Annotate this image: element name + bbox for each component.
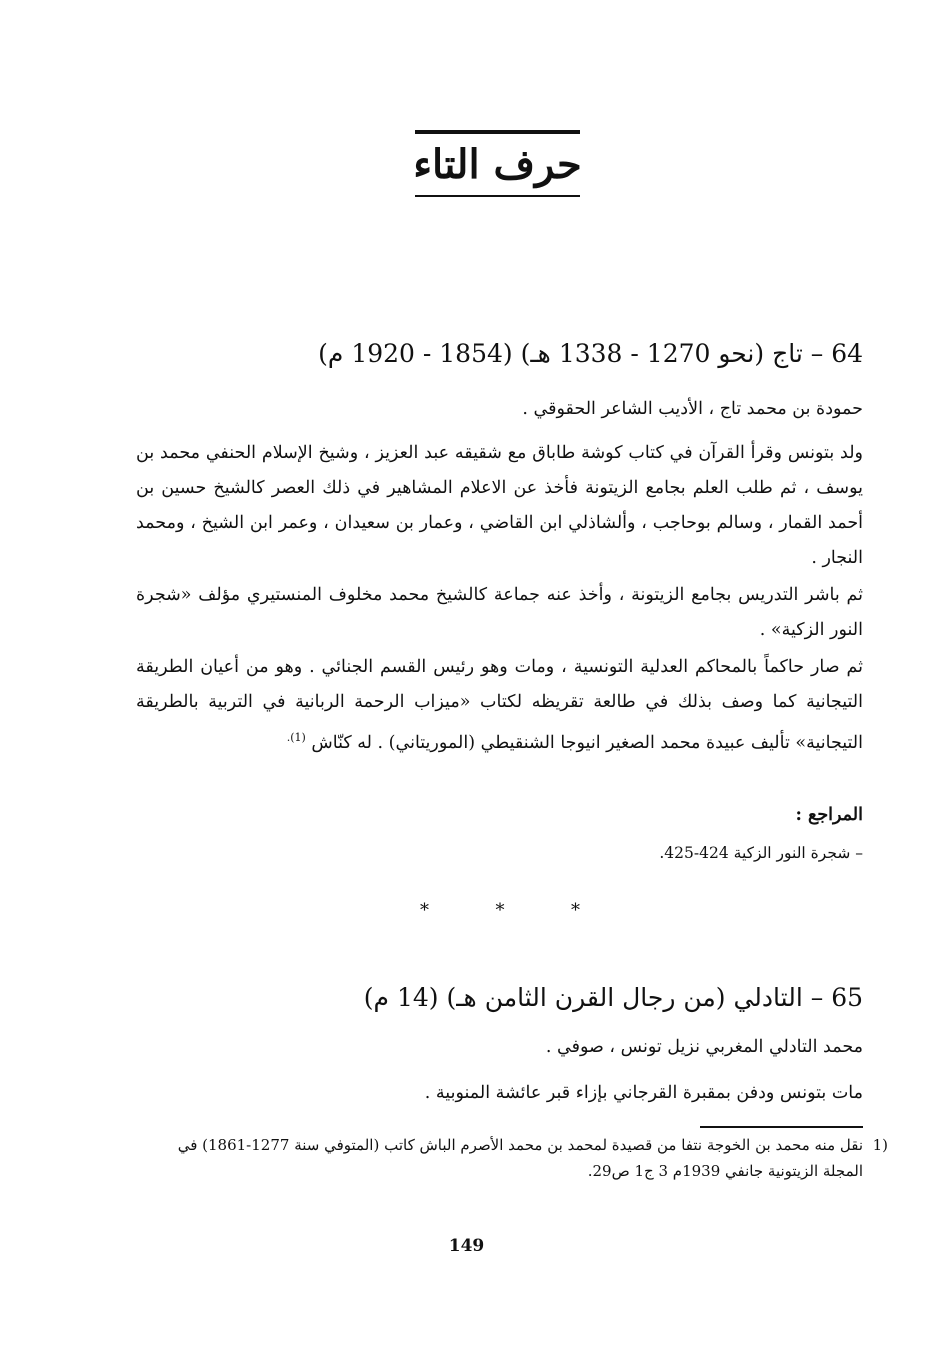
entry-64-paragraph-3-text: ثم صار حاكماً بالمحاكم العدلية التونسية ، ومات وهو رئيس القسم الجنائي . وهو من أعيان الطريقة التيجانية كما وصف بذلك في طالعة تقريظه لكتاب «ميزاب الرحمة الربانية في التربية بالطريقة التيجانية» تأليف عبيدة محمد الصغير انيوجا الشنقيطي (الموريتاني) . له كنّاش: [136, 657, 863, 753]
references-heading: المراجع :: [795, 805, 863, 825]
chapter-title: حرف التاء: [413, 141, 582, 188]
entry-65-title: 65 – التادلي (من رجال القرن الثامن هـ) (14 م): [363, 983, 863, 1012]
separator-star: *: [420, 900, 429, 921]
entry-64-title: 64 – تاج (نحو 1270 - 1338 هـ) (1854 - 1920 م): [318, 339, 863, 368]
separator-star: *: [571, 900, 580, 921]
title-rule-top: [415, 130, 580, 134]
page-number: 149: [448, 1236, 485, 1256]
entry-65-death-line: مات بتونس ودفن بمقبرة القرجاني بإزاء قبر عائشة المنوبية .: [424, 1083, 863, 1103]
footnote-marker: 1): [872, 1136, 888, 1154]
entry-64-paragraph-3: [136, 650, 863, 761]
section-separator: [420, 900, 580, 921]
footnote-reference: (1).: [286, 731, 306, 744]
footnote-text: نقل منه محمد بن الخوجة نتفا من قصيدة لمحمد بن محمد الأصرم الباش كاتب (المتوفي سنة 1277-1861) في المجلة الزيتونية جانفي 1939م 3 ج1 ص29.: [177, 1136, 863, 1180]
reference-item: – شجرة النور الزكية 424-425.: [659, 844, 863, 862]
separator-star: *: [495, 900, 505, 921]
entry-64-paragraph-1: ولد بتونس وقرأ القرآن في كتاب كوشة طاباق مع شقيقه عبد العزيز ، وشيخ الإسلام الحنفي محمد بن يوسف ، ثم طلب العلم بجامع الزيتونة فأخذ عن الاعلام المشاهير في ذلك العصر كالشيخ حسين بن أحمد القمار ، وسالم بوحاجب ، وألشاذلي ابن القاضي ، وعمار بن سعيدان ، وعمر ابن الشيخ ، ومحمد النجار .: [136, 443, 863, 568]
footnote: [136, 1132, 888, 1184]
entry-65-name-line: محمد التادلي المغربي نزيل تونس ، صوفي .: [545, 1037, 863, 1057]
title-rule-bottom: [415, 195, 580, 197]
entry-64-name-line: حمودة بن محمد تاج ، الأديب الشاعر الحقوقي .: [522, 399, 863, 419]
footnote-rule: [700, 1126, 863, 1128]
entry-64-paragraph-2: ثم باشر التدريس بجامع الزيتونة ، وأخذ عنه جماعة كالشيخ محمد مخلوف المنستيري مؤلف «شجرة النور الزكية» .: [136, 585, 863, 640]
